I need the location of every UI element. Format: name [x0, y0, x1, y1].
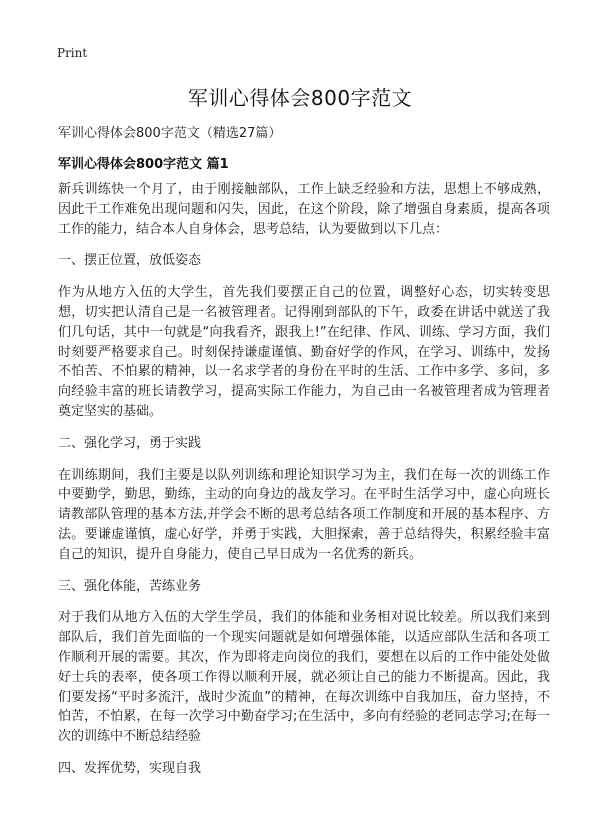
- page-title: 军训心得体会800字范文: [187, 86, 413, 110]
- section-heading: 二、强化学习，勇于实践: [58, 435, 202, 451]
- body-paragraph: 对于我们从地方入伍的大学生学员，我们的体能和业务相对说比较差。所以我们来到部队后，我们首先面临的一个现实问题就是如何增强体能，以适应部队生活和各项工作顺利开展的需要。其次，作为即将走向岗位的我们，要想在以后的工作中能处处做好士兵的表率，使各项工作得以顺利开展，就必须让自己的能力不断提高。因此，我们要发扬“平时多流汗，战时少流血”的精神，在每次训练中自我加压，奋力坚持，不怕苦，不怕累，在每一次学习中勤奋学习;在生活中，多向有经验的老同志学习;在每一次的训练中不断总结经验: [58, 610, 550, 745]
- section-title: 军训心得体会800字范文 篇1: [58, 157, 229, 172]
- section-heading: 三、强化体能，苦练业务: [58, 578, 202, 594]
- article-subtitle: 军训心得体会800字范文（精选27篇）: [58, 126, 282, 141]
- article-body: [58, 180, 550, 791]
- body-paragraph: 作为从地方入伍的大学生，首先我们要摆正自己的位置，调整好心态，切实转变思想，切实把认清自己是一名被管理者。记得刚到部队的下午，政委在讲话中就送了我们几句话，其中一句就是“向我看齐，跟我上!”在纪律、作风、训练、学习方面，我们时刻要严格要求自己。时刻保持谦虚谨慎、勤奋好学的作风，在学习、训练中，发扬不怕苦、不怕累的精神，以一名求学者的身份在平时的生活、工作中多学、多问，多向经验丰富的班长请教学习，提高实际工作能力，为自己由一名被管理者成为管理者奠定坚实的基础。: [58, 285, 550, 419]
- print-link[interactable]: Print: [57, 46, 88, 60]
- intro-paragraph: 新兵训练快一个月了，由于刚接触部队，工作上缺乏经验和方法，思想上不够成熟，因此干工作难免出现问题和闪失，因此，在这个阶段，除了增强自身素质，提高各项工作的能力，结合本人自身体会，思考总结，认为要做到以下几点：: [58, 182, 550, 237]
- body-paragraph: 在训练期间，我们主要是以队列训练和理论知识学习为主，我们在每一次的训练工作中要勤学，勤思，勤练，主动的向身边的战友学习。在平时生活学习中，虚心向班长请教部队管理的基本方法,并学会不断的思考总结各项工作制度和开展的基本程序、方法。要谦虚谨慎，虚心好学，并勇于实践，大胆探索，善于总结得失，积累经验丰富自己的知识，提升自身能力，使自己早日成为一名优秀的新兵。: [58, 467, 550, 562]
- section-heading: 四、发挥优势，实现自我: [58, 760, 202, 776]
- section-heading: 一、摆正位置，放低姿态: [58, 253, 202, 269]
